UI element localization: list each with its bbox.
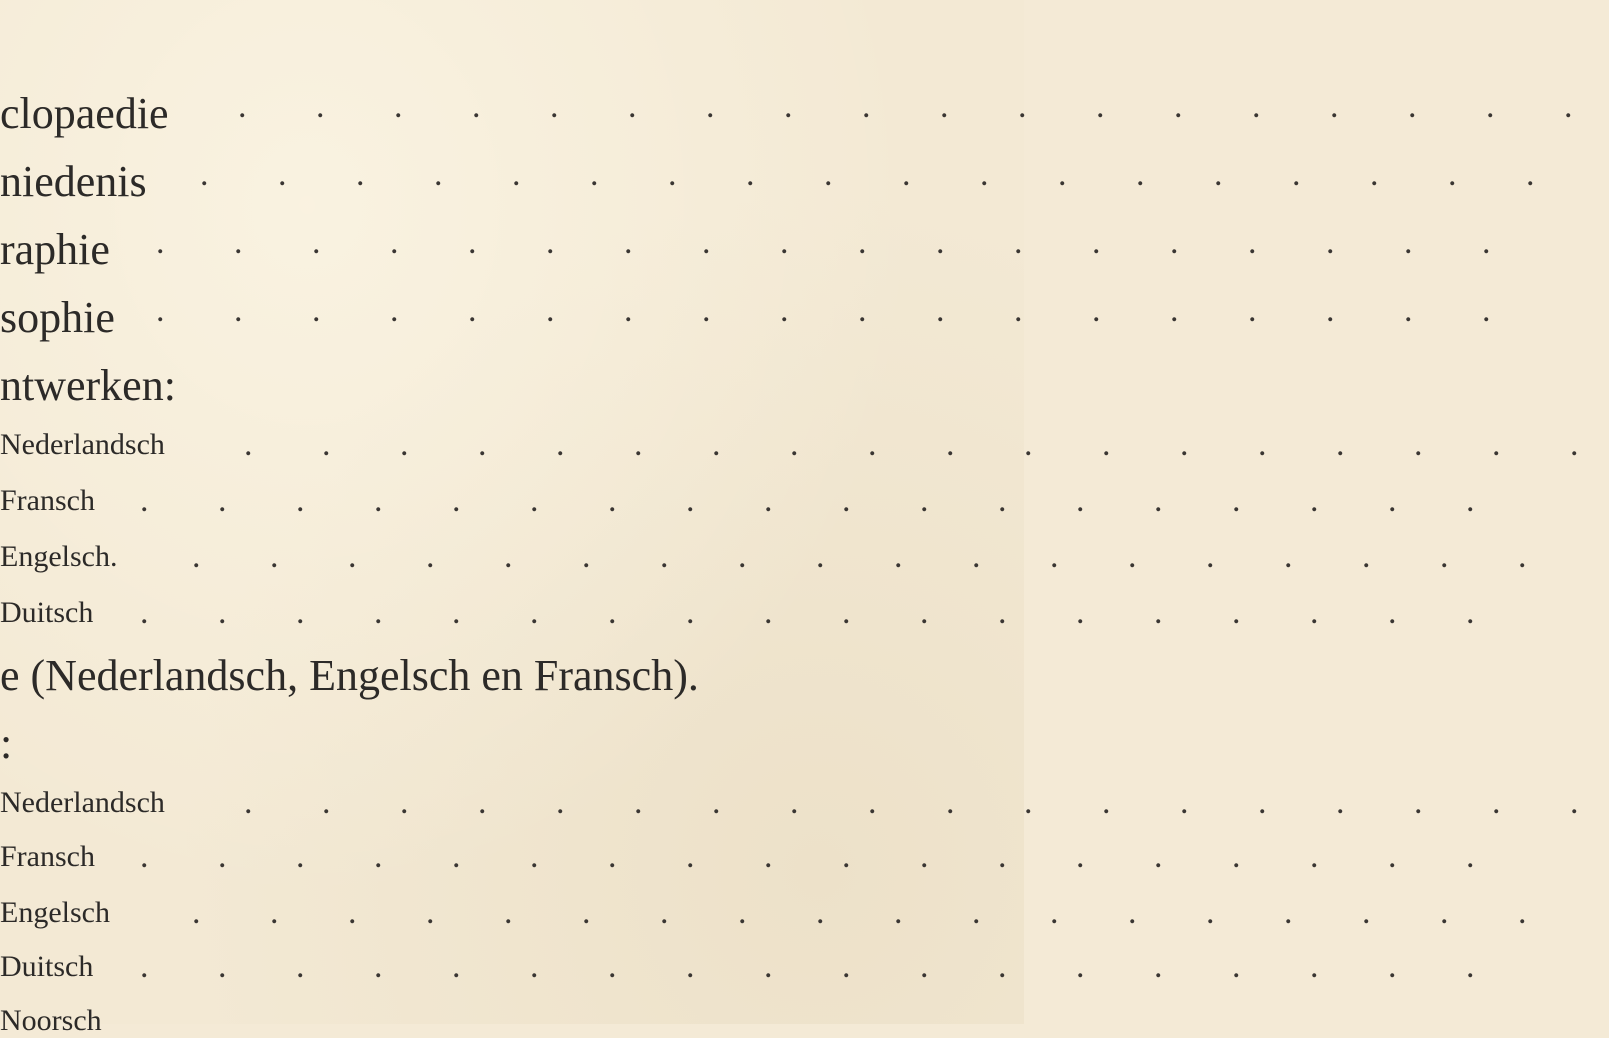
section-heading — [0, 718, 1024, 774]
section-heading — [0, 650, 1024, 706]
dot-leader: . . . . . . . . . . . . . . . . . . — [156, 224, 1521, 261]
index-entry — [0, 1004, 1024, 1037]
entry-label: Fransch — [0, 484, 95, 517]
bleed-through-line — [0, 18, 150, 60]
dot-leader: . . . . . . . . . . . . . . . . . . — [140, 948, 1505, 985]
entry-label: : — [0, 719, 13, 768]
entry-label: e (Nederlandsch, Engelsch en Fransch). — [0, 651, 699, 700]
entry-label: Fransch — [0, 840, 95, 873]
dot-leader: . . . . . . . . . . . . . . . . . . — [200, 156, 1565, 193]
entry-label: Nederlandsch — [0, 428, 165, 461]
entry-label: Duitsch — [0, 950, 94, 983]
entry-label: Engelsch. — [0, 540, 118, 573]
entry-label: ntwerken: — [0, 361, 176, 410]
entry-label: niedenis — [0, 157, 147, 206]
index-entry — [0, 948, 1505, 994]
dot-leader: . . . . . . . . . . . . . . . . . . — [192, 538, 1557, 575]
entry-label: Duitsch — [0, 596, 94, 629]
dot-leader: . . . . . . . . . . . . . . . . . . — [238, 88, 1603, 125]
index-entry — [0, 894, 1557, 940]
dot-leader: . . . . . . . . . . . . . . . . . . — [140, 594, 1505, 631]
index-entry — [0, 426, 1609, 472]
entry-label: Engelsch — [0, 896, 110, 929]
index-entry — [0, 594, 1505, 640]
index-entry — [0, 538, 1557, 584]
dot-leader: . . . . . . . . . . . . . . . . . . — [244, 426, 1609, 463]
index-entry — [0, 838, 1505, 884]
entry-label: raphie — [0, 225, 110, 274]
index-entry — [0, 482, 1505, 528]
entry-label: clopaedie — [0, 89, 169, 138]
section-heading — [0, 360, 1024, 416]
index-entry — [0, 224, 1521, 280]
index-entry — [0, 156, 1565, 212]
dot-leader: . . . . . . . . . . . . . . . . . . — [140, 838, 1505, 875]
index-entry — [0, 292, 1521, 348]
entry-label: Noorsch — [0, 1004, 102, 1037]
dot-leader: . . . . . . . . . . . . . . . . . . — [156, 292, 1521, 329]
dot-leader: . . . . . . . . . . . . . . . . . . — [140, 482, 1505, 519]
dot-leader: . . . . . . . . . . . . . . . . . . — [244, 784, 1609, 821]
entry-label: Nederlandsch — [0, 786, 165, 819]
dot-leader: . . . . . . . . . . . . . . . . . . — [192, 894, 1557, 931]
index-entry — [0, 88, 1603, 144]
entry-label: sophie — [0, 293, 115, 342]
index-entry — [0, 784, 1609, 830]
